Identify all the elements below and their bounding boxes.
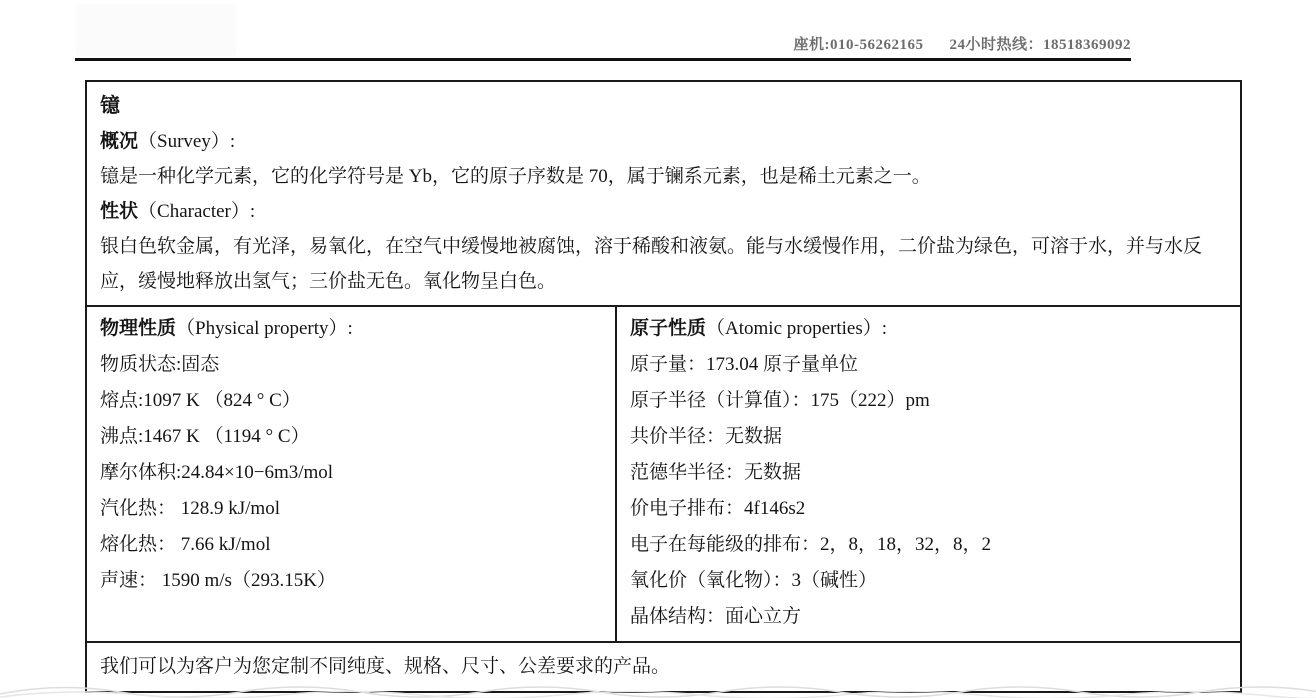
element-title: 镱	[100, 95, 120, 117]
physical-properties-column	[87, 307, 617, 641]
physical-row-melting-point: 熔点:1097 K （824 ° C）	[100, 390, 301, 411]
atomic-row-crystal-structure: 晶体结构：面心立方	[630, 606, 802, 627]
survey-label-en: （Survey）:	[138, 131, 236, 152]
physical-properties-heading	[100, 311, 602, 347]
atomic-row-vdw-radius: 范德华半径：无数据	[630, 462, 802, 483]
character-text: 银白色软金属，有光泽，易氧化，在空气中缓慢地被腐蚀，溶于稀酸和液氨。能与水缓慢作用，二价盐为绿色，可溶于水，并与水反应，缓慢地释放出氢气；三价盐无色。氧化物呈白色。	[100, 236, 1203, 292]
contact-header	[793, 33, 1131, 54]
landline-number: 座机:010-56262165	[793, 37, 924, 53]
atomic-row-atomic-weight: 原子量：173.04 原子量单位	[630, 354, 859, 375]
physical-row-speed-of-sound: 声速： 1590 m/s（293.15K）	[100, 570, 336, 591]
physical-row-boiling-point: 沸点:1467 K （1194 ° C）	[100, 426, 310, 447]
wave-decoration	[0, 680, 1316, 698]
atomic-row-covalent-radius: 共价半径：无数据	[630, 426, 783, 447]
atomic-label-en: （Atomic properties）:	[706, 318, 888, 339]
atomic-row-atomic-radius: 原子半径（计算值）：175（222）pm	[630, 390, 930, 411]
atomic-row-oxidation-state: 氧化价（氧化物）：3（碱性）	[630, 570, 878, 591]
atomic-properties-heading	[630, 311, 1227, 347]
character-heading	[100, 194, 1227, 229]
survey-text: 镱是一种化学元素，它的化学符号是 Yb，它的原子序数是 70，属于镧系元素，也是稀土元素之一。	[100, 166, 931, 187]
overview-section	[87, 82, 1240, 305]
properties-section	[87, 305, 1240, 643]
logo-watermark	[76, 4, 236, 56]
header-divider-line	[75, 58, 1131, 61]
character-label: 性状	[100, 201, 139, 222]
survey-label: 概况	[100, 131, 139, 152]
customization-note: 我们可以为客户为您定制不同纯度、规格、尺寸、公差要求的产品。	[100, 656, 671, 677]
atomic-row-electrons-per-level: 电子在每能级的排布：2，8，18，32，8，2	[630, 534, 992, 555]
atomic-label: 原子性质	[630, 318, 707, 339]
atomic-properties-column	[617, 307, 1240, 641]
physical-row-heat-vaporization: 汽化热： 128.9 kJ/mol	[100, 498, 280, 519]
hotline-number: 24小时热线：18518369092	[949, 37, 1131, 53]
atomic-row-valence-config: 价电子排布：4f146s2	[630, 498, 806, 519]
survey-heading	[100, 124, 1227, 159]
physical-label: 物理性质	[100, 318, 177, 339]
physical-row-molar-volume: 摩尔体积:24.84×10−6m3/mol	[100, 462, 334, 483]
element-info-table	[85, 80, 1242, 693]
physical-label-en: （Physical property）:	[176, 318, 353, 339]
physical-row-heat-fusion: 熔化热： 7.66 kJ/mol	[100, 534, 271, 555]
physical-row-state: 物质状态:固态	[100, 354, 220, 375]
character-label-en: （Character）:	[138, 201, 256, 222]
